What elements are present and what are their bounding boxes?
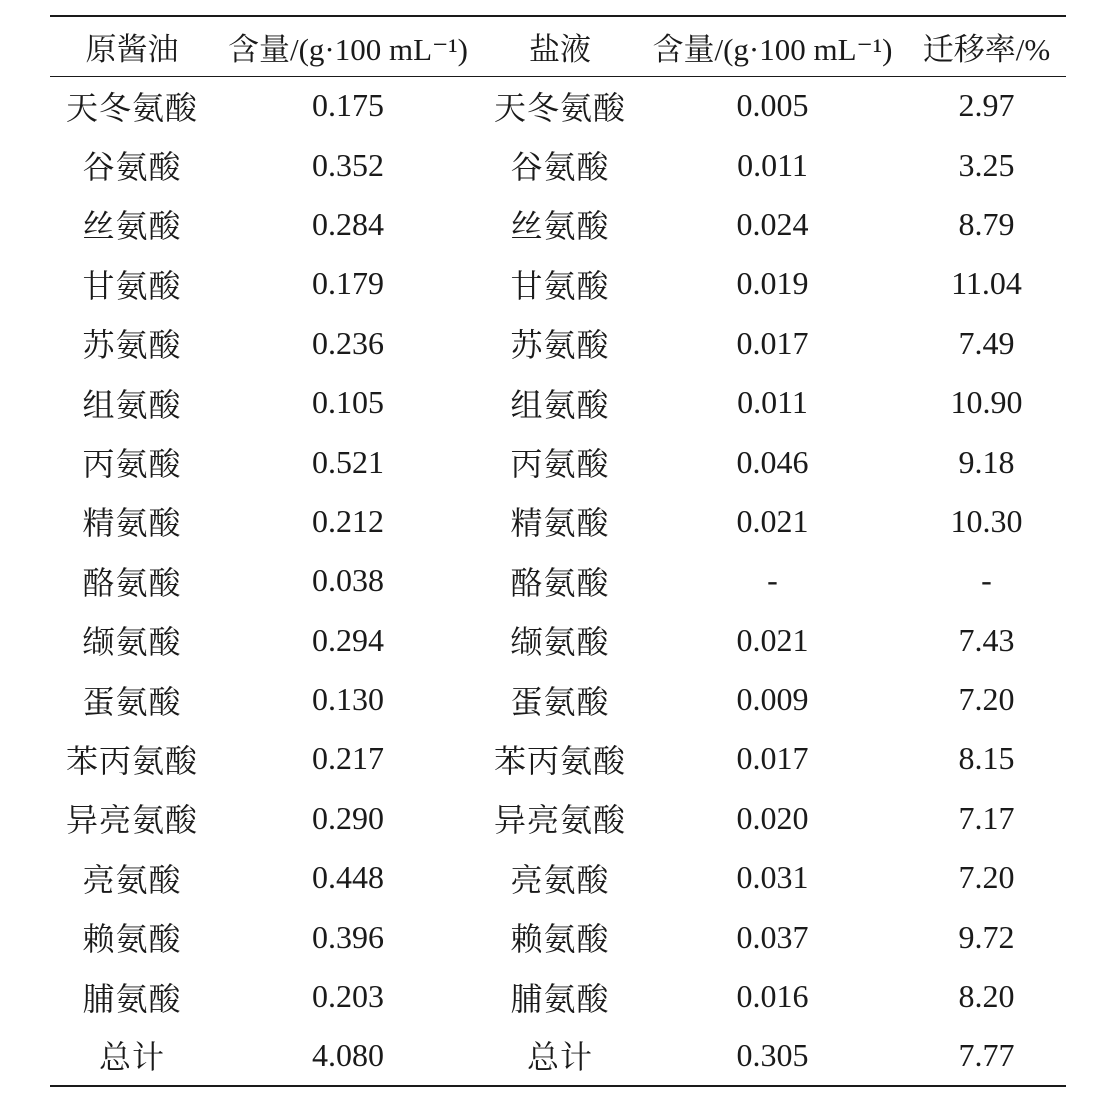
table-row xyxy=(50,611,1066,670)
cell-migration-rate: 3.25 xyxy=(958,146,1015,183)
cell-original-content: 0.038 xyxy=(312,562,384,599)
cell-original-amino-acid: 缬氨酸 xyxy=(82,624,182,661)
cell-brine-amino-acid: 缬氨酸 xyxy=(510,624,610,661)
cell-migration-rate: 11.04 xyxy=(951,265,1022,302)
table-row xyxy=(50,789,1066,848)
cell-brine-content: 0.020 xyxy=(736,799,809,836)
cell-migration-rate: 2.97 xyxy=(958,87,1015,124)
cell-original-content: 0.236 xyxy=(312,324,384,361)
cell-migration-rate: 10.30 xyxy=(950,502,1023,539)
cell-original-content: 0.130 xyxy=(312,681,384,718)
cell-migration-rate: 8.15 xyxy=(958,740,1015,777)
cell-original-amino-acid: 丙氨酸 xyxy=(82,446,182,483)
cell-brine-content: 0.016 xyxy=(736,978,809,1015)
cell-brine-content: 0.031 xyxy=(736,859,809,896)
table-row xyxy=(50,848,1066,907)
table-row xyxy=(50,967,1066,1026)
table-row xyxy=(50,492,1066,551)
cell-brine-amino-acid: 精氨酸 xyxy=(510,505,610,542)
cell-original-amino-acid: 丝氨酸 xyxy=(82,208,182,245)
cell-migration-rate: 7.20 xyxy=(958,681,1015,718)
cell-original-content: 0.290 xyxy=(312,799,384,836)
cell-brine-content: 0.305 xyxy=(736,1036,809,1073)
table-row xyxy=(50,551,1066,610)
cell-brine-content: 0.011 xyxy=(737,146,808,183)
cell-brine-amino-acid: 苏氨酸 xyxy=(510,327,610,364)
cell-brine-amino-acid: 总计 xyxy=(526,1039,593,1076)
cell-brine-content: 0.046 xyxy=(736,443,809,480)
amino-acid-migration-table xyxy=(50,15,1066,1087)
table-row xyxy=(50,76,1066,135)
cell-original-content: 4.080 xyxy=(312,1036,384,1073)
header-brine: 盐液 xyxy=(529,31,591,67)
header-row xyxy=(50,16,1066,76)
cell-brine-content: 0.021 xyxy=(736,621,809,658)
table-row xyxy=(50,135,1066,194)
cell-brine-content: 0.009 xyxy=(736,681,809,718)
cell-original-content: 0.294 xyxy=(312,621,384,658)
cell-brine-amino-acid: 甘氨酸 xyxy=(510,267,610,304)
cell-migration-rate: 7.49 xyxy=(958,324,1015,361)
header-original-soy-sauce: 原酱油 xyxy=(85,31,179,67)
header-content-brine: 含量/(g·100 mL⁻¹) xyxy=(652,31,893,67)
cell-brine-content: 0.011 xyxy=(737,384,808,421)
cell-brine-amino-acid: 酪氨酸 xyxy=(510,564,610,601)
cell-original-amino-acid: 异亮氨酸 xyxy=(65,802,198,839)
table-row xyxy=(50,729,1066,788)
table-header xyxy=(50,16,1066,76)
cell-migration-rate: 7.43 xyxy=(958,621,1015,658)
cell-brine-amino-acid: 亮氨酸 xyxy=(510,861,610,898)
cell-brine-amino-acid: 蛋氨酸 xyxy=(510,683,610,720)
cell-original-content: 0.284 xyxy=(312,205,384,242)
cell-brine-amino-acid: 异亮氨酸 xyxy=(493,802,626,839)
table-row xyxy=(50,432,1066,491)
cell-migration-rate: 9.18 xyxy=(958,443,1015,480)
table-row xyxy=(50,1026,1066,1085)
table-row xyxy=(50,907,1066,966)
table-row xyxy=(50,254,1066,313)
cell-brine-amino-acid: 苯丙氨酸 xyxy=(493,742,626,779)
cell-migration-rate: - xyxy=(981,562,992,599)
cell-original-content: 0.175 xyxy=(312,87,384,124)
cell-migration-rate: 9.72 xyxy=(958,918,1015,955)
cell-brine-content: - xyxy=(767,562,778,599)
cell-brine-amino-acid: 丙氨酸 xyxy=(510,446,610,483)
cell-original-amino-acid: 组氨酸 xyxy=(82,386,182,423)
amino-acid-migration-table-container xyxy=(50,15,1066,1087)
header-migration-rate: 迁移率/% xyxy=(922,31,1051,67)
table-row xyxy=(50,195,1066,254)
cell-original-amino-acid: 甘氨酸 xyxy=(82,267,182,304)
cell-original-content: 0.217 xyxy=(312,740,384,777)
table-row xyxy=(50,373,1066,432)
cell-original-content: 0.396 xyxy=(312,918,384,955)
cell-original-amino-acid: 总计 xyxy=(98,1039,165,1076)
cell-migration-rate: 7.17 xyxy=(958,799,1015,836)
cell-migration-rate: 7.20 xyxy=(958,859,1015,896)
cell-migration-rate: 10.90 xyxy=(950,384,1023,421)
cell-brine-content: 0.021 xyxy=(736,502,809,539)
cell-migration-rate: 8.79 xyxy=(958,205,1015,242)
cell-brine-content: 0.017 xyxy=(736,740,809,777)
cell-original-amino-acid: 谷氨酸 xyxy=(82,149,182,186)
cell-brine-content: 0.017 xyxy=(736,324,809,361)
cell-original-amino-acid: 苏氨酸 xyxy=(82,327,182,364)
table-row xyxy=(50,670,1066,729)
cell-original-content: 0.521 xyxy=(312,443,384,480)
cell-original-content: 0.105 xyxy=(312,384,384,421)
cell-original-amino-acid: 赖氨酸 xyxy=(82,921,182,958)
cell-original-amino-acid: 天冬氨酸 xyxy=(65,89,198,126)
table-row xyxy=(50,314,1066,373)
cell-brine-amino-acid: 组氨酸 xyxy=(510,386,610,423)
cell-original-amino-acid: 脯氨酸 xyxy=(82,980,182,1017)
header-content-original: 含量/(g·100 mL⁻¹) xyxy=(227,31,469,67)
cell-original-content: 0.212 xyxy=(312,502,384,539)
cell-brine-content: 0.037 xyxy=(736,918,809,955)
cell-migration-rate: 8.20 xyxy=(958,978,1015,1015)
cell-original-amino-acid: 酪氨酸 xyxy=(82,564,182,601)
cell-brine-amino-acid: 脯氨酸 xyxy=(510,980,610,1017)
cell-brine-content: 0.019 xyxy=(736,265,809,302)
cell-brine-amino-acid: 赖氨酸 xyxy=(510,921,610,958)
cell-brine-amino-acid: 丝氨酸 xyxy=(510,208,610,245)
cell-original-content: 0.352 xyxy=(312,146,384,183)
cell-migration-rate: 7.77 xyxy=(958,1036,1015,1073)
table-body xyxy=(50,76,1066,1086)
cell-original-content: 0.203 xyxy=(312,978,384,1015)
cell-original-content: 0.179 xyxy=(312,265,384,302)
cell-original-amino-acid: 精氨酸 xyxy=(82,505,182,542)
cell-original-content: 0.448 xyxy=(312,859,384,896)
cell-brine-content: 0.024 xyxy=(736,205,809,242)
cell-brine-amino-acid: 谷氨酸 xyxy=(510,149,610,186)
cell-original-amino-acid: 蛋氨酸 xyxy=(82,683,182,720)
cell-brine-amino-acid: 天冬氨酸 xyxy=(493,89,626,126)
cell-brine-content: 0.005 xyxy=(736,87,809,124)
cell-original-amino-acid: 亮氨酸 xyxy=(82,861,182,898)
cell-original-amino-acid: 苯丙氨酸 xyxy=(65,742,198,779)
